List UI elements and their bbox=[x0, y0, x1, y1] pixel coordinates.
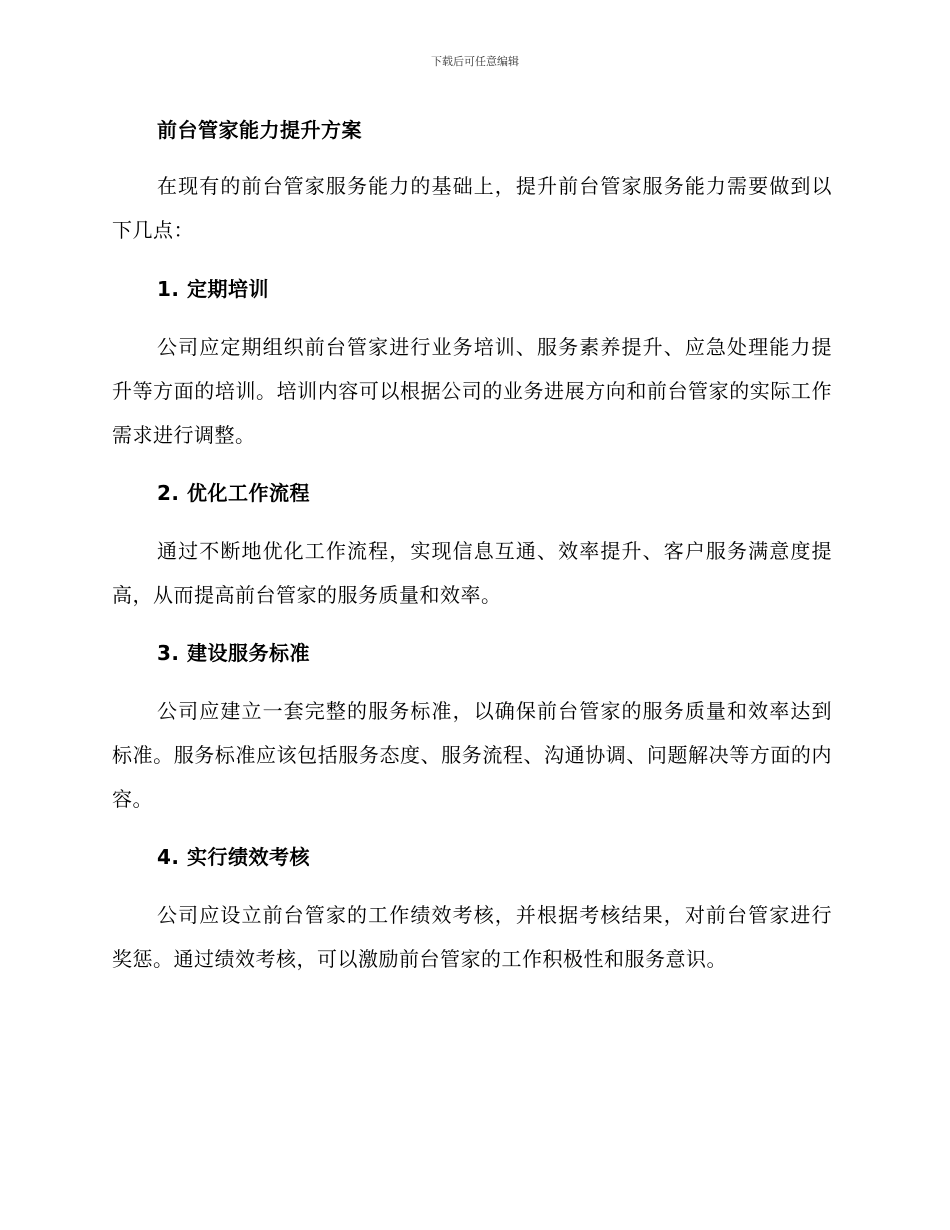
document-title: 前台管家能力提升方案 bbox=[157, 118, 362, 142]
section-heading-training: 1. 定期培训 bbox=[157, 277, 269, 301]
section-body-workflow: 通过不断地优化工作流程，实现信息互通、效率提升、客户服务满意度提高，从而提高前台管家的服务质量和效率。 bbox=[112, 539, 832, 607]
section-heading-standards: 3. 建设服务标准 bbox=[157, 641, 310, 665]
section-heading-workflow: 2. 优化工作流程 bbox=[157, 481, 310, 505]
intro-paragraph: 在现有的前台管家服务能力的基础上，提升前台管家服务能力需要做到以下几点： bbox=[112, 174, 832, 242]
section-body-standards: 公司应建立一套完整的服务标准，以确保前台管家的服务质量和效率达到标准。服务标准应该包括服务态度、服务流程、沟通协调、问题解决等方面的内容。 bbox=[112, 699, 832, 811]
section-heading-performance: 4. 实行绩效考核 bbox=[157, 845, 310, 869]
page-header-note: 下载后可任意编辑 bbox=[431, 55, 519, 68]
section-body-performance: 公司应设立前台管家的工作绩效考核，并根据考核结果，对前台管家进行奖惩。通过绩效考核，可以激励前台管家的工作积极性和服务意识。 bbox=[112, 903, 832, 971]
section-body-training: 公司应定期组织前台管家进行业务培训、服务素养提升、应急处理能力提升等方面的培训。培训内容可以根据公司的业务进展方向和前台管家的实际工作需求进行调整。 bbox=[112, 335, 832, 447]
